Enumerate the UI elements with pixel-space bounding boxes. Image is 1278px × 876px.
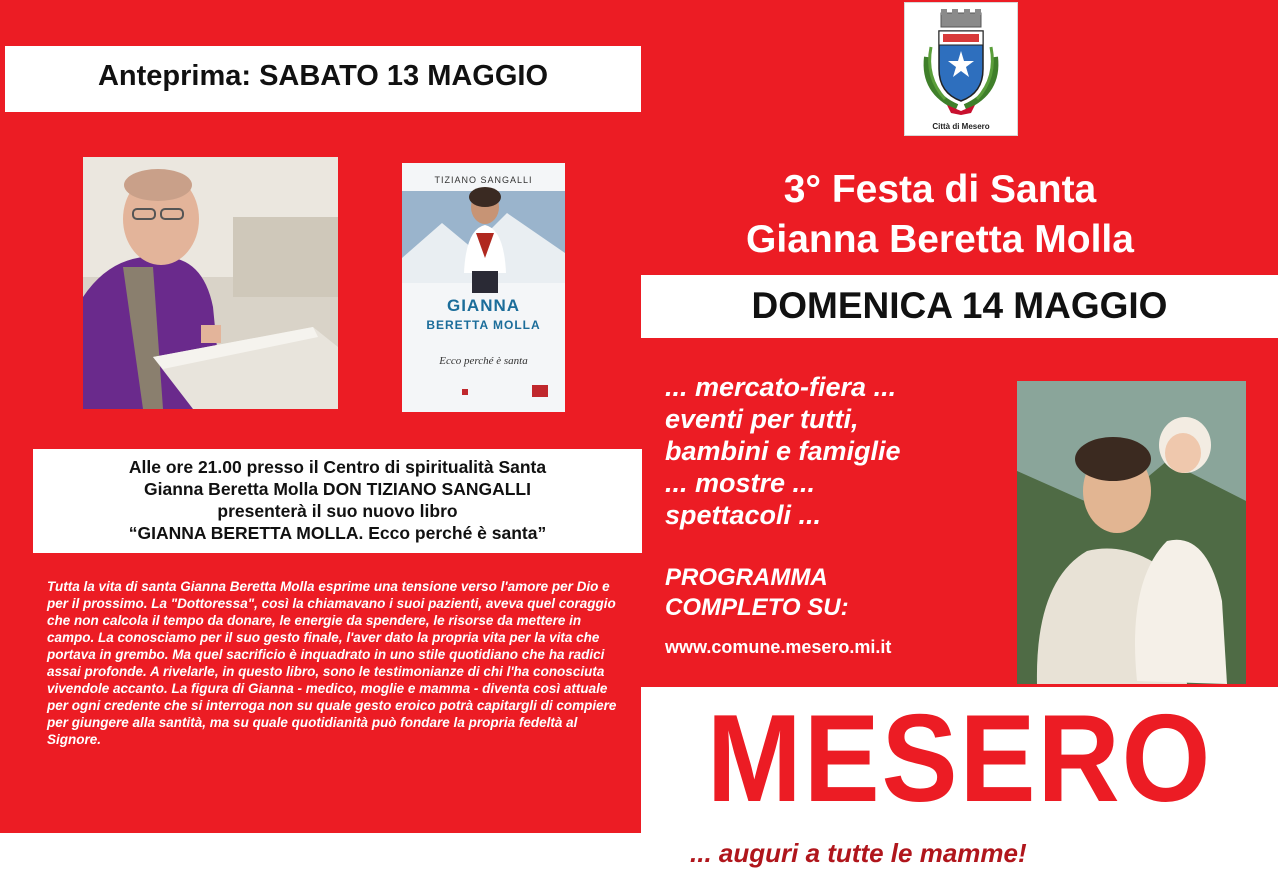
event-line: bambini e famiglie [665,436,901,466]
festival-title-line2: Gianna Beretta Molla [746,218,1134,261]
program-label-line2: COMPLETO SU: [665,594,849,621]
presentation-line: “GIANNA BERETTA MOLLA. Ecco perché è santa” [128,523,547,543]
saint-photo [1017,381,1246,684]
presentation-box [33,449,642,553]
event-line: ... mercato-fiera ... [665,372,897,402]
program-label [665,563,849,623]
town-crest-icon [905,7,1017,119]
event-line: spettacoli ... [665,500,822,530]
presentation-text [33,456,642,544]
book-author: TIZIANO SANGALLI [434,175,533,185]
crest-caption: Città di Mesero [932,122,990,131]
festival-title [640,165,1240,265]
town-name: MESERO [706,690,1213,828]
preview-date-text: Anteprima: SABATO 13 MAGGIO [97,60,549,92]
town-crest [904,2,1018,136]
preview-banner [5,46,641,112]
town-band [641,687,1278,833]
festival-date: DOMENICA 14 MAGGIO [751,285,1168,326]
book-title-line2: BERETTA MOLLA [426,318,541,332]
website-link[interactable]: www.comune.mesero.mi.it [665,637,892,657]
presentation-line: Gianna Beretta Molla DON TIZIANO SANGALLI [144,479,531,499]
presentation-line: presenterà il suo nuovo libro [217,501,458,521]
mothers-greeting: ... auguri a tutte le mamme! [690,838,1027,868]
events-list [665,371,901,531]
book-subtitle: Ecco perché è santa [439,355,528,367]
priest-photo [83,157,338,409]
festival-title-line1: 3° Festa di Santa [783,168,1097,211]
book-description: Tutta la vita di santa Gianna Beretta Molla esprime una tensione verso l'amore per Dio e per il prossimo. La "Dottoressa", così la chiamavano i suoi pazienti, aveva quel coraggio che non calcola il tempo da donare, le energie da spendere, le risorse da mettere in campo. La conosciamo per il suo gesto finale, l'aver dato la propria vita per la vita che portava in grembo. Ma quel sacrificio è inquadrato in uno stile quotidiano che ha radici assai profonde. A rivelarle, in questo libro, sono le testimonianze di chi l'ha conosciuta vivendole accanto. La figura di Gianna - medico, moglie e mamma - diventa così attuale per ogni credente che si interroga non su quale gesto eroico potrà capitargli di compiere per giungere alla santità, ma su quale quotidianità può fondare la propria fedeltà al Signore. [47,579,617,747]
program-label-line1: PROGRAMMA [665,564,828,591]
date-banner [641,275,1278,338]
event-line: eventi per tutti, [665,404,859,434]
event-line: ... mostre ... [665,468,816,498]
presentation-line: Alle ore 21.00 presso il Centro di spiritualità Santa [128,457,547,477]
bottom-strip [0,833,1278,876]
book-cover [402,163,565,412]
book-title-line1: GIANNA [446,296,521,315]
